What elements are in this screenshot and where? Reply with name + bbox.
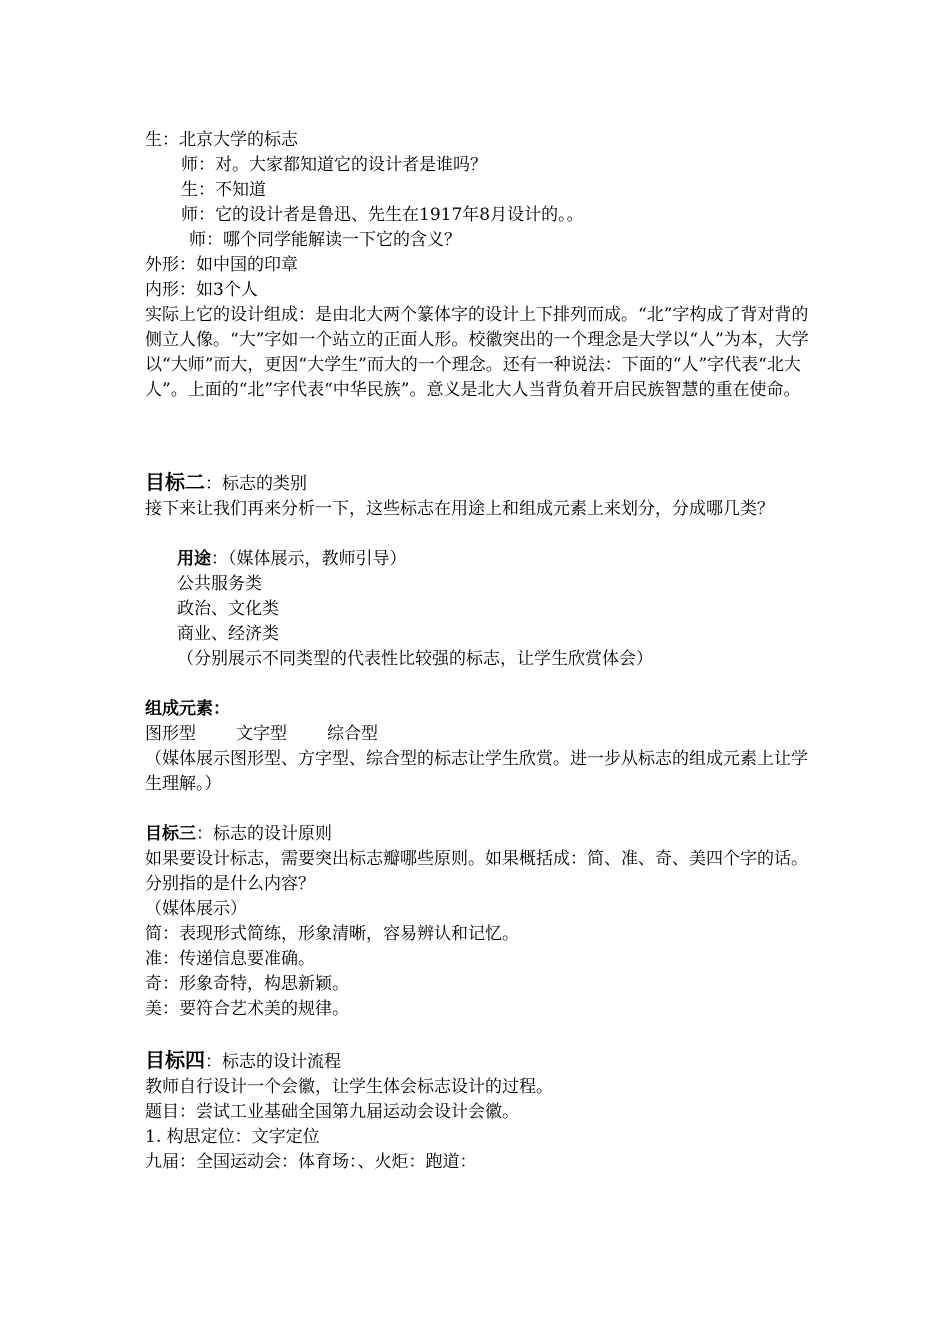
element-type: 文字型 [236, 724, 287, 744]
goal4-heading [145, 1047, 815, 1075]
usage-item: 公共服务类 [177, 574, 262, 594]
principle-item: 奇：形象奇特，构思新颖。 [145, 974, 349, 994]
goal3-intro: 如果要设计标志，需要突出标志瓣哪些原则。如果概括成：简、准、奇、美四个字的话。分别指的是什么内容？ [145, 849, 808, 894]
goal4-line: 1. 构思定位：文字定位 [145, 1127, 320, 1147]
goal2-heading [145, 469, 815, 497]
goal4-line: 题目：尝试工业基础全国第九届运动会设计会徽。 [145, 1102, 519, 1122]
dialogue-line: 师：哪个同学能解读一下它的含义？ [189, 230, 461, 250]
usage-item: 政治、文化类 [177, 599, 279, 619]
elements-remark: （媒体展示图形型、方字型、综合型的标志让学生欣赏。进一步从标志的组成元素上让学生理解。） [145, 749, 808, 794]
elements-heading: 组成元素： [145, 699, 230, 719]
element-types [145, 722, 815, 747]
dialogue-line: 生：北京大学的标志 [145, 130, 298, 150]
principle-item: 美：要符合艺术美的规律。 [145, 999, 349, 1019]
usage-note: ：（媒体展示，教师引导） [211, 549, 407, 569]
inner-line: 内形：如3个人 [145, 280, 258, 300]
dialogue-line: 师：对。大家都知道它的设计者是谁吗？ [181, 155, 487, 175]
usage-item: 商业、经济类 [177, 624, 279, 644]
goal4-title: ：标志的设计流程 [205, 1052, 341, 1072]
goal2-title: ：标志的类别 [205, 474, 307, 494]
element-type: 图形型 [145, 724, 196, 744]
usage-heading [145, 547, 815, 572]
dialogue-line: 生：不知道 [181, 180, 266, 200]
goal3-title: ：标志的设计原则 [196, 824, 332, 844]
document-body [145, 128, 815, 1175]
explanation-paragraph: 实际上它的设计组成：是由北大两个篆体字的设计上下排列而成。“北”字构成了背对背的侧立人像。“大”字如一个站立的正面人形。校徽突出的一个理念是大学以“人”为本，大学以“大师”而大，更因“大学生”而大的一个理念。还有一种说法：下面的“人”字代表“北大人”。上面的“北”字代表“中华民族”。意义是北大人当背负着开启民族智慧的重在使命。 [145, 305, 809, 400]
goal4-line: 教师自行设计一个会徽，让学生体会标志设计的过程。 [145, 1077, 553, 1097]
principle-item: 准：传递信息要准确。 [145, 949, 315, 969]
dialogue-line: 师：它的设计者是鲁迅、先生在1917年8月设计的。。 [181, 205, 584, 225]
shape-line: 外形：如中国的印章 [145, 255, 298, 275]
usage-remark: （分别展示不同类型的代表性比较强的标志，让学生欣赏体会） [177, 649, 653, 669]
element-type: 综合型 [327, 724, 378, 744]
goal3-heading [145, 822, 815, 847]
goal4-line: 九届：全国运动会：体育场：、火炬：跑道： [145, 1152, 477, 1172]
goal4-label: 目标四 [145, 1048, 205, 1072]
goal3-label: 目标三 [145, 824, 196, 844]
usage-label: 用途 [177, 549, 211, 569]
goal2-intro: 接下来让我们再来分析一下，这些标志在用途上和组成元素上来划分，分成哪几类？ [145, 499, 774, 519]
principle-item: 简：表现形式简练，形象清晰，容易辨认和记忆。 [145, 924, 519, 944]
goal2-label: 目标二 [145, 470, 205, 494]
goal3-media: （媒体展示） [145, 899, 247, 919]
